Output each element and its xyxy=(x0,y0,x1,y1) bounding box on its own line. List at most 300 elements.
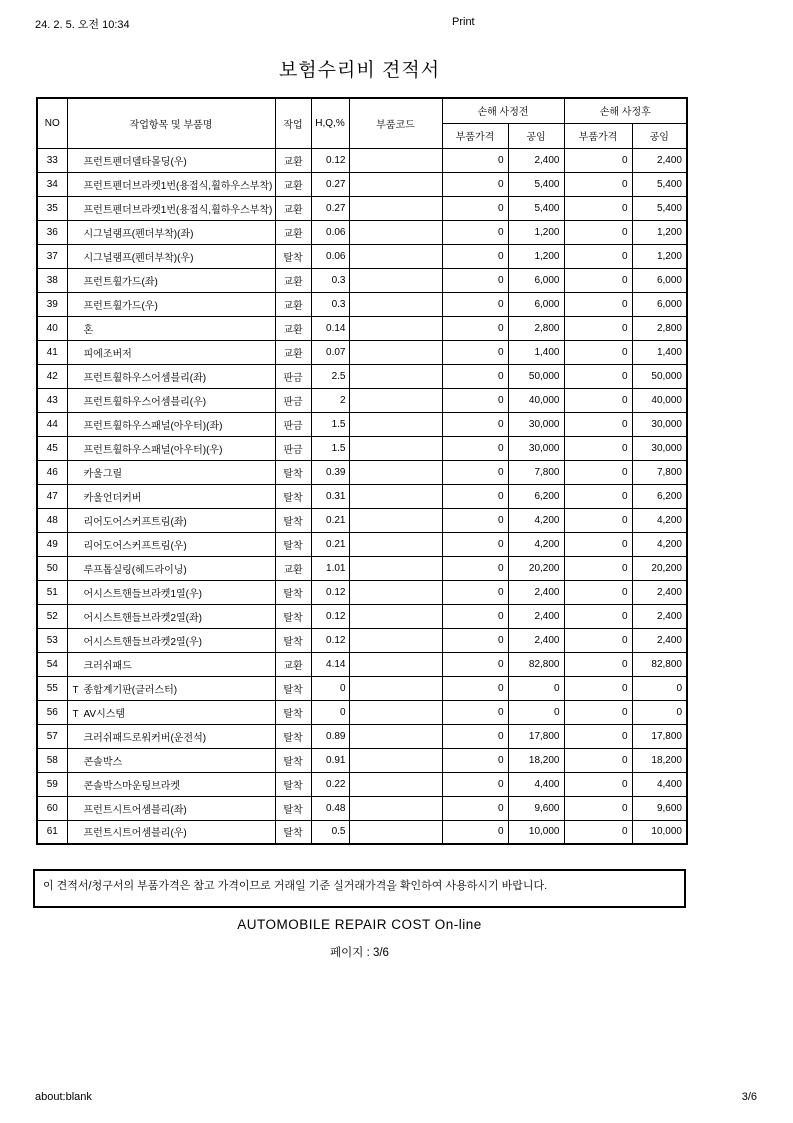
row-prefix-marker: T xyxy=(72,708,79,720)
before-part-price-cell: 0 xyxy=(442,268,508,292)
hq-value-cell: 0.5 xyxy=(311,820,349,844)
hq-value-cell: 0.3 xyxy=(311,292,349,316)
col-header-before-assessment: 손해 사정전 xyxy=(442,98,564,123)
before-labor-cell: 1,200 xyxy=(508,244,564,268)
part-name: 루프톱실링(헤드라이닝) xyxy=(83,564,187,576)
work-type-cell: 교환 xyxy=(275,316,311,340)
row-no: 44 xyxy=(37,412,67,436)
part-name: 콘솔박스 xyxy=(83,756,123,768)
part-name-cell xyxy=(67,724,275,748)
after-part-price-cell: 0 xyxy=(564,292,632,316)
before-labor-cell: 17,800 xyxy=(508,724,564,748)
row-no: 41 xyxy=(37,340,67,364)
part-code-cell xyxy=(349,436,442,460)
before-part-price-cell: 0 xyxy=(442,196,508,220)
after-part-price-cell: 0 xyxy=(564,604,632,628)
col-header-after-labor: 공임 xyxy=(632,123,687,148)
before-part-price-cell: 0 xyxy=(442,340,508,364)
before-labor-cell: 1,200 xyxy=(508,220,564,244)
part-name: 어시스트핸들브라켓2열(좌) xyxy=(83,612,202,624)
before-labor-cell: 50,000 xyxy=(508,364,564,388)
row-no: 56 xyxy=(37,700,67,724)
hq-value-cell: 0.31 xyxy=(311,484,349,508)
after-labor-cell: 4,400 xyxy=(632,772,687,796)
work-type-cell: 판금 xyxy=(275,412,311,436)
table-row xyxy=(37,556,687,580)
after-labor-cell: 20,200 xyxy=(632,556,687,580)
row-no: 46 xyxy=(37,460,67,484)
part-name: 크러쉬패드로워커버(운전석) xyxy=(83,732,207,744)
after-labor-cell: 0 xyxy=(632,676,687,700)
before-part-price-cell: 0 xyxy=(442,772,508,796)
work-type-cell: 교환 xyxy=(275,340,311,364)
part-name-cell xyxy=(67,604,275,628)
after-part-price-cell: 0 xyxy=(564,316,632,340)
after-labor-cell: 6,000 xyxy=(632,292,687,316)
before-labor-cell: 2,800 xyxy=(508,316,564,340)
hq-value-cell: 0.14 xyxy=(311,316,349,340)
after-part-price-cell: 0 xyxy=(564,652,632,676)
part-name: 크러쉬패드 xyxy=(83,660,132,672)
part-name: 프런트펜더브라켓1번(용접식,휠하우스부착) xyxy=(83,204,273,216)
before-part-price-cell: 0 xyxy=(442,244,508,268)
part-name-cell xyxy=(67,652,275,676)
hq-value-cell: 0.91 xyxy=(311,748,349,772)
part-code-cell xyxy=(349,580,442,604)
work-type-cell: 교환 xyxy=(275,148,311,172)
part-name-cell xyxy=(67,556,275,580)
part-name-cell xyxy=(67,508,275,532)
table-row xyxy=(37,652,687,676)
work-type-cell: 탈착 xyxy=(275,748,311,772)
before-labor-cell: 2,400 xyxy=(508,628,564,652)
service-brand-line: AUTOMOBILE REPAIR COST On-line xyxy=(237,917,482,932)
before-part-price-cell: 0 xyxy=(442,412,508,436)
part-code-cell xyxy=(349,244,442,268)
row-no: 47 xyxy=(37,484,67,508)
print-footer-url: about:blank xyxy=(35,1091,92,1103)
part-name-cell xyxy=(67,820,275,844)
part-code-cell xyxy=(349,532,442,556)
table-row xyxy=(37,172,687,196)
table-row xyxy=(37,460,687,484)
after-labor-cell: 2,400 xyxy=(632,148,687,172)
after-labor-cell: 5,400 xyxy=(632,172,687,196)
part-name-cell xyxy=(67,268,275,292)
work-type-cell: 교환 xyxy=(275,220,311,244)
part-code-cell xyxy=(349,508,442,532)
after-part-price-cell: 0 xyxy=(564,436,632,460)
after-labor-cell: 1,200 xyxy=(632,220,687,244)
after-part-price-cell: 0 xyxy=(564,700,632,724)
part-code-cell xyxy=(349,268,442,292)
before-labor-cell: 4,400 xyxy=(508,772,564,796)
part-code-cell xyxy=(349,460,442,484)
after-labor-cell: 4,200 xyxy=(632,532,687,556)
part-name: AV시스템 xyxy=(83,708,126,720)
after-part-price-cell: 0 xyxy=(564,460,632,484)
before-part-price-cell: 0 xyxy=(442,748,508,772)
row-no: 38 xyxy=(37,268,67,292)
hq-value-cell: 0.39 xyxy=(311,460,349,484)
part-name-cell xyxy=(67,460,275,484)
row-no: 60 xyxy=(37,796,67,820)
col-header-no: NO xyxy=(37,98,67,148)
table-row xyxy=(37,364,687,388)
row-no: 49 xyxy=(37,532,67,556)
part-name-cell xyxy=(67,796,275,820)
hq-value-cell: 0.21 xyxy=(311,508,349,532)
table-row xyxy=(37,244,687,268)
before-labor-cell: 2,400 xyxy=(508,580,564,604)
before-part-price-cell: 0 xyxy=(442,628,508,652)
part-code-cell xyxy=(349,604,442,628)
work-type-cell: 탈착 xyxy=(275,244,311,268)
before-labor-cell: 40,000 xyxy=(508,388,564,412)
after-part-price-cell: 0 xyxy=(564,172,632,196)
before-part-price-cell: 0 xyxy=(442,700,508,724)
col-header-before-labor: 공임 xyxy=(508,123,564,148)
before-part-price-cell: 0 xyxy=(442,796,508,820)
after-part-price-cell: 0 xyxy=(564,268,632,292)
part-name-cell xyxy=(67,748,275,772)
table-row xyxy=(37,676,687,700)
part-name-cell xyxy=(67,532,275,556)
row-prefix-marker: T xyxy=(72,684,79,696)
after-labor-cell: 2,800 xyxy=(632,316,687,340)
table-row xyxy=(37,724,687,748)
hq-value-cell: 0.12 xyxy=(311,148,349,172)
after-labor-cell: 6,200 xyxy=(632,484,687,508)
part-name-cell xyxy=(67,676,275,700)
part-code-cell xyxy=(349,196,442,220)
before-part-price-cell: 0 xyxy=(442,484,508,508)
work-type-cell: 탈착 xyxy=(275,820,311,844)
part-name: 프런트휠가드(우) xyxy=(83,300,158,312)
work-type-cell: 탈착 xyxy=(275,724,311,748)
hq-value-cell: 0.89 xyxy=(311,724,349,748)
work-type-cell: 탈착 xyxy=(275,676,311,700)
table-row xyxy=(37,412,687,436)
after-labor-cell: 2,400 xyxy=(632,580,687,604)
hq-value-cell: 0 xyxy=(311,700,349,724)
part-name-cell xyxy=(67,316,275,340)
before-labor-cell: 2,400 xyxy=(508,148,564,172)
col-header-after-part-price: 부품가격 xyxy=(564,123,632,148)
row-no: 59 xyxy=(37,772,67,796)
after-labor-cell: 6,000 xyxy=(632,268,687,292)
row-no: 55 xyxy=(37,676,67,700)
before-labor-cell: 1,400 xyxy=(508,340,564,364)
part-code-cell xyxy=(349,220,442,244)
before-part-price-cell: 0 xyxy=(442,532,508,556)
hq-value-cell: 0.21 xyxy=(311,532,349,556)
part-name: 콘솔박스마운팅브라켓 xyxy=(83,780,181,792)
part-name: 시그널램프(펜더부착)(우) xyxy=(83,252,194,264)
hq-value-cell: 0.48 xyxy=(311,796,349,820)
part-code-cell xyxy=(349,316,442,340)
after-part-price-cell: 0 xyxy=(564,532,632,556)
before-labor-cell: 5,400 xyxy=(508,196,564,220)
part-code-cell xyxy=(349,748,442,772)
before-part-price-cell: 0 xyxy=(442,820,508,844)
table-row xyxy=(37,268,687,292)
print-title: Print xyxy=(452,16,475,28)
after-part-price-cell: 0 xyxy=(564,724,632,748)
notice-text: 이 견적서/청구서의 부품가격은 참고 가격이므로 거래일 기준 실거래가격을 확인하여 사용하시기 바랍니다. xyxy=(43,880,548,892)
after-labor-cell: 82,800 xyxy=(632,652,687,676)
table-row xyxy=(37,532,687,556)
before-labor-cell: 30,000 xyxy=(508,412,564,436)
row-no: 54 xyxy=(37,652,67,676)
row-no: 50 xyxy=(37,556,67,580)
work-type-cell: 교환 xyxy=(275,652,311,676)
part-code-cell xyxy=(349,724,442,748)
table-row xyxy=(37,220,687,244)
part-name: 프런트휠하우스어셈블리(좌) xyxy=(83,372,207,384)
col-header-before-part-price: 부품가격 xyxy=(442,123,508,148)
after-labor-cell: 2,400 xyxy=(632,628,687,652)
row-no: 61 xyxy=(37,820,67,844)
after-part-price-cell: 0 xyxy=(564,772,632,796)
table-row xyxy=(37,292,687,316)
before-part-price-cell: 0 xyxy=(442,436,508,460)
table-row xyxy=(37,772,687,796)
work-type-cell: 탈착 xyxy=(275,604,311,628)
row-no: 35 xyxy=(37,196,67,220)
before-labor-cell: 0 xyxy=(508,676,564,700)
after-labor-cell: 7,800 xyxy=(632,460,687,484)
table-row xyxy=(37,316,687,340)
before-labor-cell: 10,000 xyxy=(508,820,564,844)
part-name-cell xyxy=(67,580,275,604)
after-part-price-cell: 0 xyxy=(564,196,632,220)
part-name-cell xyxy=(67,244,275,268)
table-row xyxy=(37,628,687,652)
part-name: 어시스트핸들브라켓2열(우) xyxy=(83,636,202,648)
part-name: 프런트시트어셈블리(좌) xyxy=(83,804,187,816)
row-no: 42 xyxy=(37,364,67,388)
work-type-cell: 교환 xyxy=(275,172,311,196)
part-name-cell xyxy=(67,628,275,652)
part-name: 프런트휠하우스패널(아우터)(우) xyxy=(83,444,223,456)
after-part-price-cell: 0 xyxy=(564,364,632,388)
before-labor-cell: 18,200 xyxy=(508,748,564,772)
part-code-cell xyxy=(349,412,442,436)
table-row xyxy=(37,796,687,820)
hq-value-cell: 0.12 xyxy=(311,628,349,652)
row-no: 39 xyxy=(37,292,67,316)
after-labor-cell: 4,200 xyxy=(632,508,687,532)
after-part-price-cell: 0 xyxy=(564,244,632,268)
after-part-price-cell: 0 xyxy=(564,580,632,604)
part-name-cell xyxy=(67,700,275,724)
row-no: 34 xyxy=(37,172,67,196)
work-type-cell: 판금 xyxy=(275,436,311,460)
hq-value-cell: 0.27 xyxy=(311,196,349,220)
part-code-cell xyxy=(349,388,442,412)
before-labor-cell: 4,200 xyxy=(508,532,564,556)
after-part-price-cell: 0 xyxy=(564,556,632,580)
before-labor-cell: 6,000 xyxy=(508,268,564,292)
after-labor-cell: 30,000 xyxy=(632,412,687,436)
before-part-price-cell: 0 xyxy=(442,292,508,316)
part-code-cell xyxy=(349,484,442,508)
hq-value-cell: 0.27 xyxy=(311,172,349,196)
part-code-cell xyxy=(349,676,442,700)
work-type-cell: 탈착 xyxy=(275,772,311,796)
part-name-cell xyxy=(67,196,275,220)
table-row xyxy=(37,748,687,772)
after-labor-cell: 0 xyxy=(632,700,687,724)
table-row xyxy=(37,700,687,724)
part-name-cell xyxy=(67,172,275,196)
before-part-price-cell: 0 xyxy=(442,364,508,388)
before-part-price-cell: 0 xyxy=(442,172,508,196)
work-type-cell: 교환 xyxy=(275,292,311,316)
after-labor-cell: 50,000 xyxy=(632,364,687,388)
after-part-price-cell: 0 xyxy=(564,412,632,436)
work-type-cell: 교환 xyxy=(275,196,311,220)
before-part-price-cell: 0 xyxy=(442,652,508,676)
after-labor-cell: 1,200 xyxy=(632,244,687,268)
before-part-price-cell: 0 xyxy=(442,508,508,532)
after-part-price-cell: 0 xyxy=(564,628,632,652)
part-name-cell xyxy=(67,388,275,412)
part-code-cell xyxy=(349,148,442,172)
table-row xyxy=(37,820,687,844)
part-code-cell xyxy=(349,364,442,388)
before-labor-cell: 9,600 xyxy=(508,796,564,820)
part-code-cell xyxy=(349,796,442,820)
before-labor-cell: 0 xyxy=(508,700,564,724)
row-no: 37 xyxy=(37,244,67,268)
after-labor-cell: 9,600 xyxy=(632,796,687,820)
work-type-cell: 판금 xyxy=(275,364,311,388)
part-name-cell xyxy=(67,364,275,388)
before-labor-cell: 30,000 xyxy=(508,436,564,460)
part-name: 피에조버저 xyxy=(83,348,132,360)
work-type-cell: 탈착 xyxy=(275,580,311,604)
hq-value-cell: 0.3 xyxy=(311,268,349,292)
work-type-cell: 교환 xyxy=(275,556,311,580)
work-type-cell: 판금 xyxy=(275,388,311,412)
hq-value-cell: 2.5 xyxy=(311,364,349,388)
after-labor-cell: 10,000 xyxy=(632,820,687,844)
work-type-cell: 탈착 xyxy=(275,508,311,532)
row-no: 48 xyxy=(37,508,67,532)
hq-value-cell: 0.07 xyxy=(311,340,349,364)
table-row xyxy=(37,604,687,628)
row-no: 40 xyxy=(37,316,67,340)
row-no: 53 xyxy=(37,628,67,652)
part-name-cell xyxy=(67,292,275,316)
before-part-price-cell: 0 xyxy=(442,724,508,748)
after-labor-cell: 30,000 xyxy=(632,436,687,460)
part-name-cell xyxy=(67,772,275,796)
after-part-price-cell: 0 xyxy=(564,748,632,772)
row-no: 43 xyxy=(37,388,67,412)
part-name: 시그널램프(펜더부착)(좌) xyxy=(83,228,194,240)
part-name-cell xyxy=(67,436,275,460)
before-part-price-cell: 0 xyxy=(442,388,508,412)
hq-value-cell: 2 xyxy=(311,388,349,412)
part-code-cell xyxy=(349,652,442,676)
part-name-cell xyxy=(67,484,275,508)
hq-value-cell: 0.12 xyxy=(311,580,349,604)
part-name: 프런트휠가드(좌) xyxy=(83,276,158,288)
before-part-price-cell: 0 xyxy=(442,676,508,700)
before-labor-cell: 82,800 xyxy=(508,652,564,676)
before-part-price-cell: 0 xyxy=(442,604,508,628)
part-code-cell xyxy=(349,340,442,364)
hq-value-cell: 0 xyxy=(311,676,349,700)
part-name: 프런트시트어셈블리(우) xyxy=(83,828,187,840)
work-type-cell: 탈착 xyxy=(275,460,311,484)
hq-value-cell: 0.22 xyxy=(311,772,349,796)
before-labor-cell: 6,200 xyxy=(508,484,564,508)
after-part-price-cell: 0 xyxy=(564,388,632,412)
hq-value-cell: 1.5 xyxy=(311,412,349,436)
part-name-cell xyxy=(67,148,275,172)
part-name: 카울그릴 xyxy=(83,468,123,480)
before-part-price-cell: 0 xyxy=(442,556,508,580)
before-labor-cell: 4,200 xyxy=(508,508,564,532)
after-part-price-cell: 0 xyxy=(564,340,632,364)
after-part-price-cell: 0 xyxy=(564,484,632,508)
table-header xyxy=(37,98,687,148)
col-header-hq: H,Q,% xyxy=(311,98,349,148)
table-row xyxy=(37,196,687,220)
table-row xyxy=(37,388,687,412)
col-header-after-assessment: 손해 사정후 xyxy=(564,98,687,123)
print-datetime: 24. 2. 5. 오전 10:34 xyxy=(35,19,130,31)
after-labor-cell: 40,000 xyxy=(632,388,687,412)
hq-value-cell: 0.06 xyxy=(311,244,349,268)
part-name: 프런트휠하우스어셈블리(우) xyxy=(83,396,207,408)
hq-value-cell: 0.12 xyxy=(311,604,349,628)
part-name: 리어도어스커프트림(우) xyxy=(83,540,187,552)
part-code-cell xyxy=(349,772,442,796)
after-part-price-cell: 0 xyxy=(564,220,632,244)
before-labor-cell: 20,200 xyxy=(508,556,564,580)
before-labor-cell: 7,800 xyxy=(508,460,564,484)
before-part-price-cell: 0 xyxy=(442,460,508,484)
hq-value-cell: 1.01 xyxy=(311,556,349,580)
page-number-line: 페이지 : 3/6 xyxy=(330,947,389,959)
part-name: 프런트펜더델타몰딩(우) xyxy=(83,156,187,168)
table-row xyxy=(37,340,687,364)
after-part-price-cell: 0 xyxy=(564,148,632,172)
part-name: 혼 xyxy=(83,324,94,336)
repair-estimate-table xyxy=(36,97,688,845)
part-code-cell xyxy=(349,820,442,844)
hq-value-cell: 1.5 xyxy=(311,436,349,460)
part-name: 프런트펜더브라켓1번(용접식,휠하우스부착) xyxy=(83,180,273,192)
row-no: 33 xyxy=(37,148,67,172)
table-row xyxy=(37,148,687,172)
row-no: 36 xyxy=(37,220,67,244)
work-type-cell: 탈착 xyxy=(275,484,311,508)
work-type-cell: 탈착 xyxy=(275,796,311,820)
after-labor-cell: 18,200 xyxy=(632,748,687,772)
work-type-cell: 탈착 xyxy=(275,532,311,556)
hq-value-cell: 0.06 xyxy=(311,220,349,244)
before-labor-cell: 2,400 xyxy=(508,604,564,628)
part-name-cell xyxy=(67,220,275,244)
table-row xyxy=(37,580,687,604)
after-labor-cell: 2,400 xyxy=(632,604,687,628)
